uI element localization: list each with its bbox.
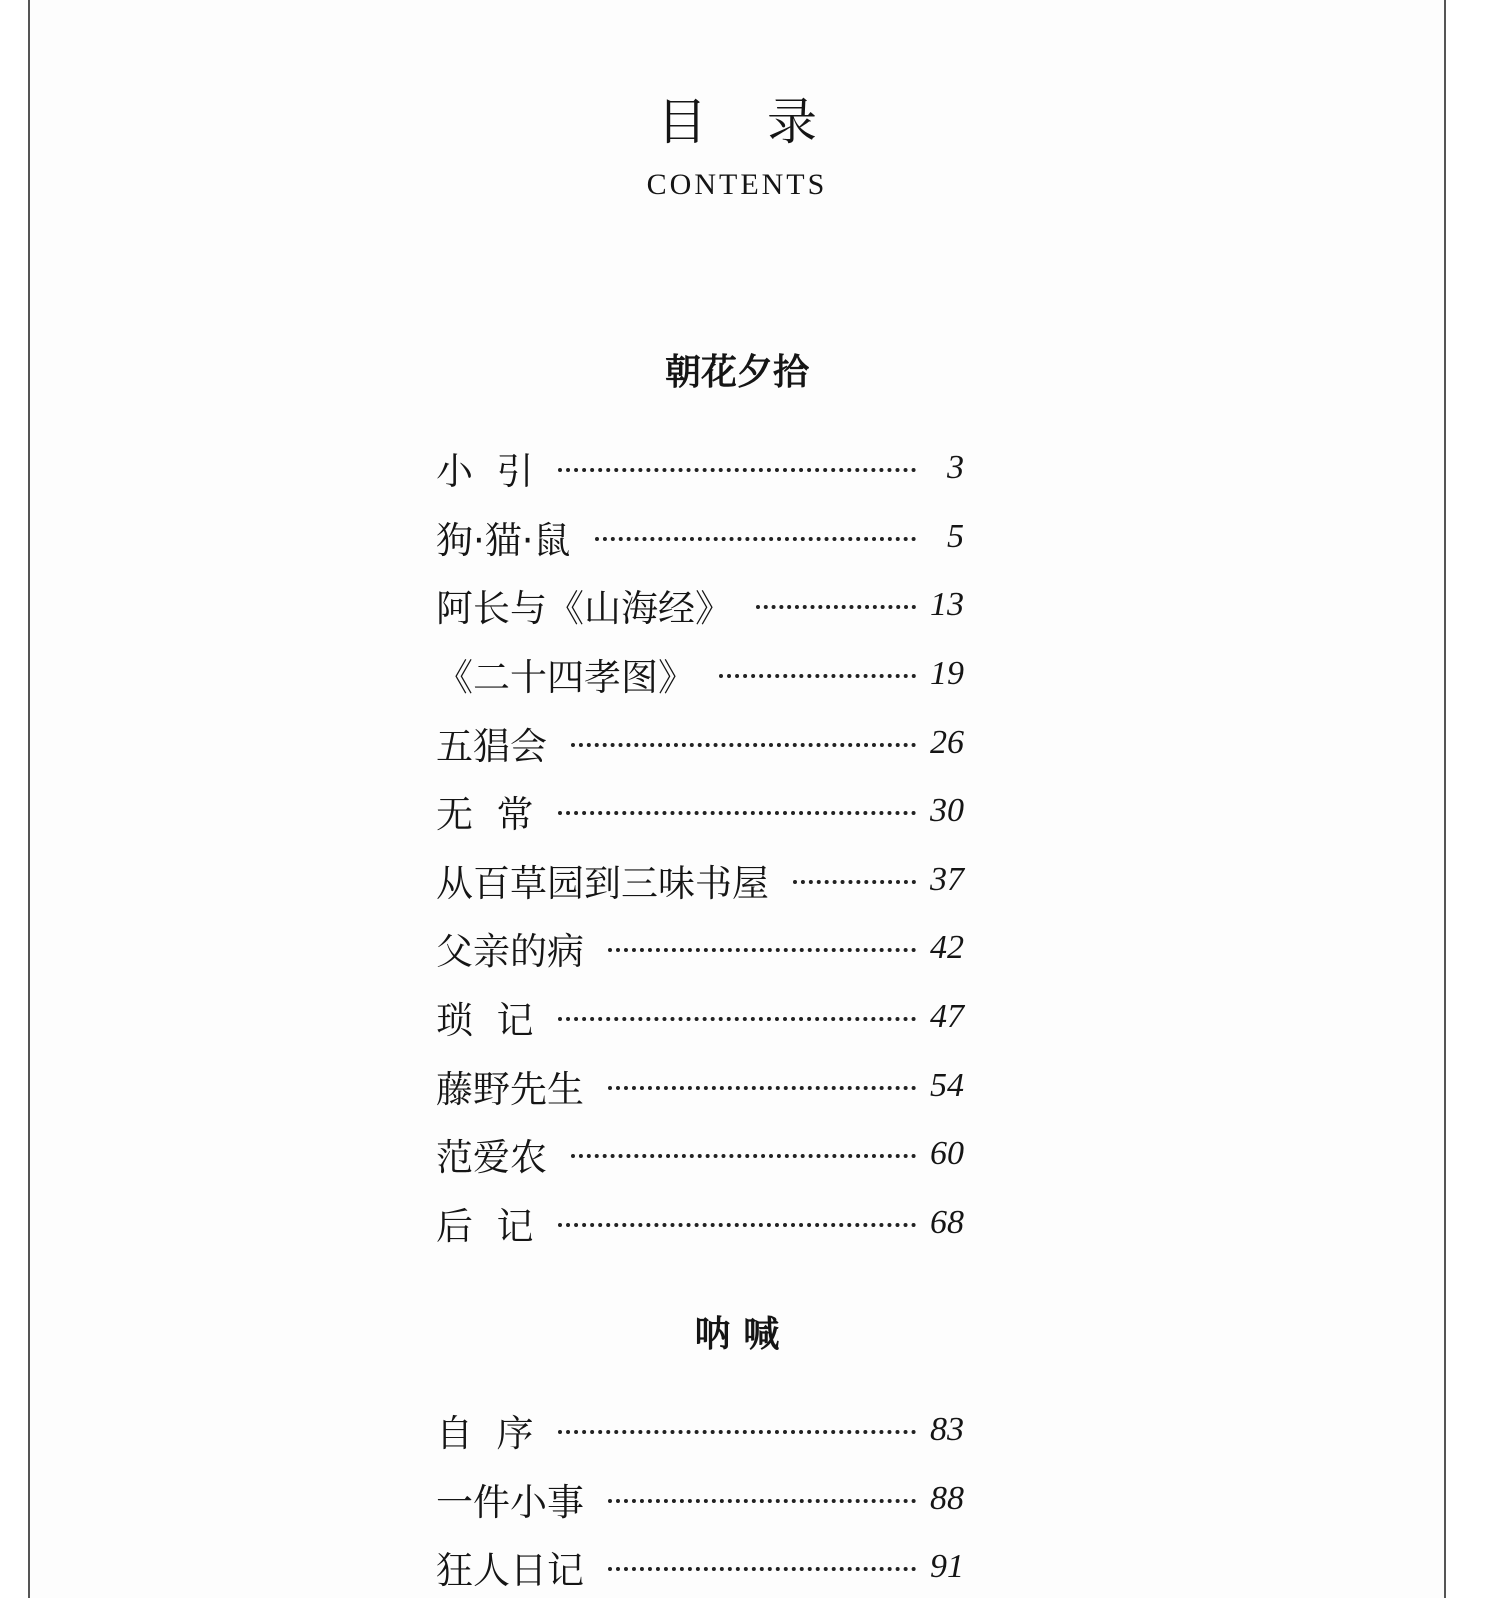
toc-list	[436, 434, 964, 1257]
dot-leader	[608, 948, 916, 952]
dot-leader	[608, 1567, 916, 1571]
entry-page: 13	[930, 586, 964, 624]
toc-list	[436, 1396, 964, 1602]
toc-entry[interactable]	[436, 1396, 964, 1465]
dot-leader	[558, 1430, 916, 1434]
entry-title: 狂人日记	[436, 1549, 584, 1593]
entry-page: 68	[930, 1203, 964, 1241]
entry-page: 83	[930, 1411, 964, 1449]
entry-page: 88	[930, 1479, 964, 1517]
section-title: 呐 喊	[694, 1313, 780, 1355]
entry-page: 26	[930, 723, 964, 761]
dot-leader	[558, 1017, 916, 1021]
entry-title: 父亲的病	[436, 930, 584, 974]
dot-leader	[608, 1499, 916, 1503]
entry-page: 60	[930, 1135, 964, 1173]
entry-title: 琐 记	[436, 999, 534, 1043]
entry-title: 自 序	[436, 1412, 534, 1456]
entry-title: 一件小事	[436, 1480, 584, 1524]
entry-page: 5	[947, 517, 964, 555]
entry-page: 54	[930, 1066, 964, 1104]
entry-title: 从百草园到三味书屋	[436, 861, 769, 905]
entry-page: 37	[930, 860, 964, 898]
page-subtitle: CONTENTS	[646, 168, 828, 201]
entry-title: 《二十四孝图》	[436, 656, 695, 700]
entry-title: 狗·猫·鼠	[436, 518, 571, 562]
toc-entry[interactable]	[436, 1051, 964, 1120]
dot-leader	[608, 1086, 916, 1090]
toc-entry[interactable]	[436, 708, 964, 777]
dot-leader	[571, 1154, 916, 1158]
entry-title: 藤野先生	[436, 1067, 584, 1111]
dot-leader	[558, 468, 916, 472]
entry-page: 19	[930, 655, 964, 693]
toc-entry[interactable]	[436, 914, 964, 983]
dot-leader	[595, 537, 916, 541]
toc-entry[interactable]	[436, 571, 964, 640]
section-title: 朝花夕拾	[664, 351, 809, 393]
entry-title: 小 引	[436, 450, 534, 494]
entry-title: 阿长与《山海经》	[436, 587, 732, 631]
entry-title: 后 记	[436, 1204, 534, 1248]
entry-page: 47	[930, 998, 964, 1036]
book-page	[28, 0, 1446, 1598]
dot-leader	[719, 674, 916, 678]
toc-entry[interactable]	[436, 983, 964, 1052]
entry-page: 42	[930, 929, 964, 967]
entry-page: 3	[947, 449, 964, 487]
entry-page: 91	[930, 1548, 964, 1586]
page-title: 目 录	[657, 93, 839, 151]
dot-leader	[793, 880, 916, 884]
toc-entry[interactable]	[436, 1120, 964, 1189]
toc-entry[interactable]	[436, 503, 964, 572]
entry-title: 范爱农	[436, 1136, 547, 1180]
toc-entry[interactable]	[436, 434, 964, 503]
toc-entry[interactable]	[436, 640, 964, 709]
toc-entry[interactable]	[436, 777, 964, 846]
toc-entry[interactable]	[436, 1465, 964, 1534]
toc-entry[interactable]	[436, 1189, 964, 1258]
entry-page: 30	[930, 792, 964, 830]
entry-title: 无 常	[436, 793, 534, 837]
dot-leader	[558, 811, 916, 815]
toc-entry[interactable]	[436, 846, 964, 915]
dot-leader	[571, 743, 916, 747]
dot-leader	[558, 1223, 916, 1227]
entry-title: 五猖会	[436, 724, 547, 768]
dot-leader	[756, 605, 916, 609]
toc-entry[interactable]	[436, 1533, 964, 1602]
